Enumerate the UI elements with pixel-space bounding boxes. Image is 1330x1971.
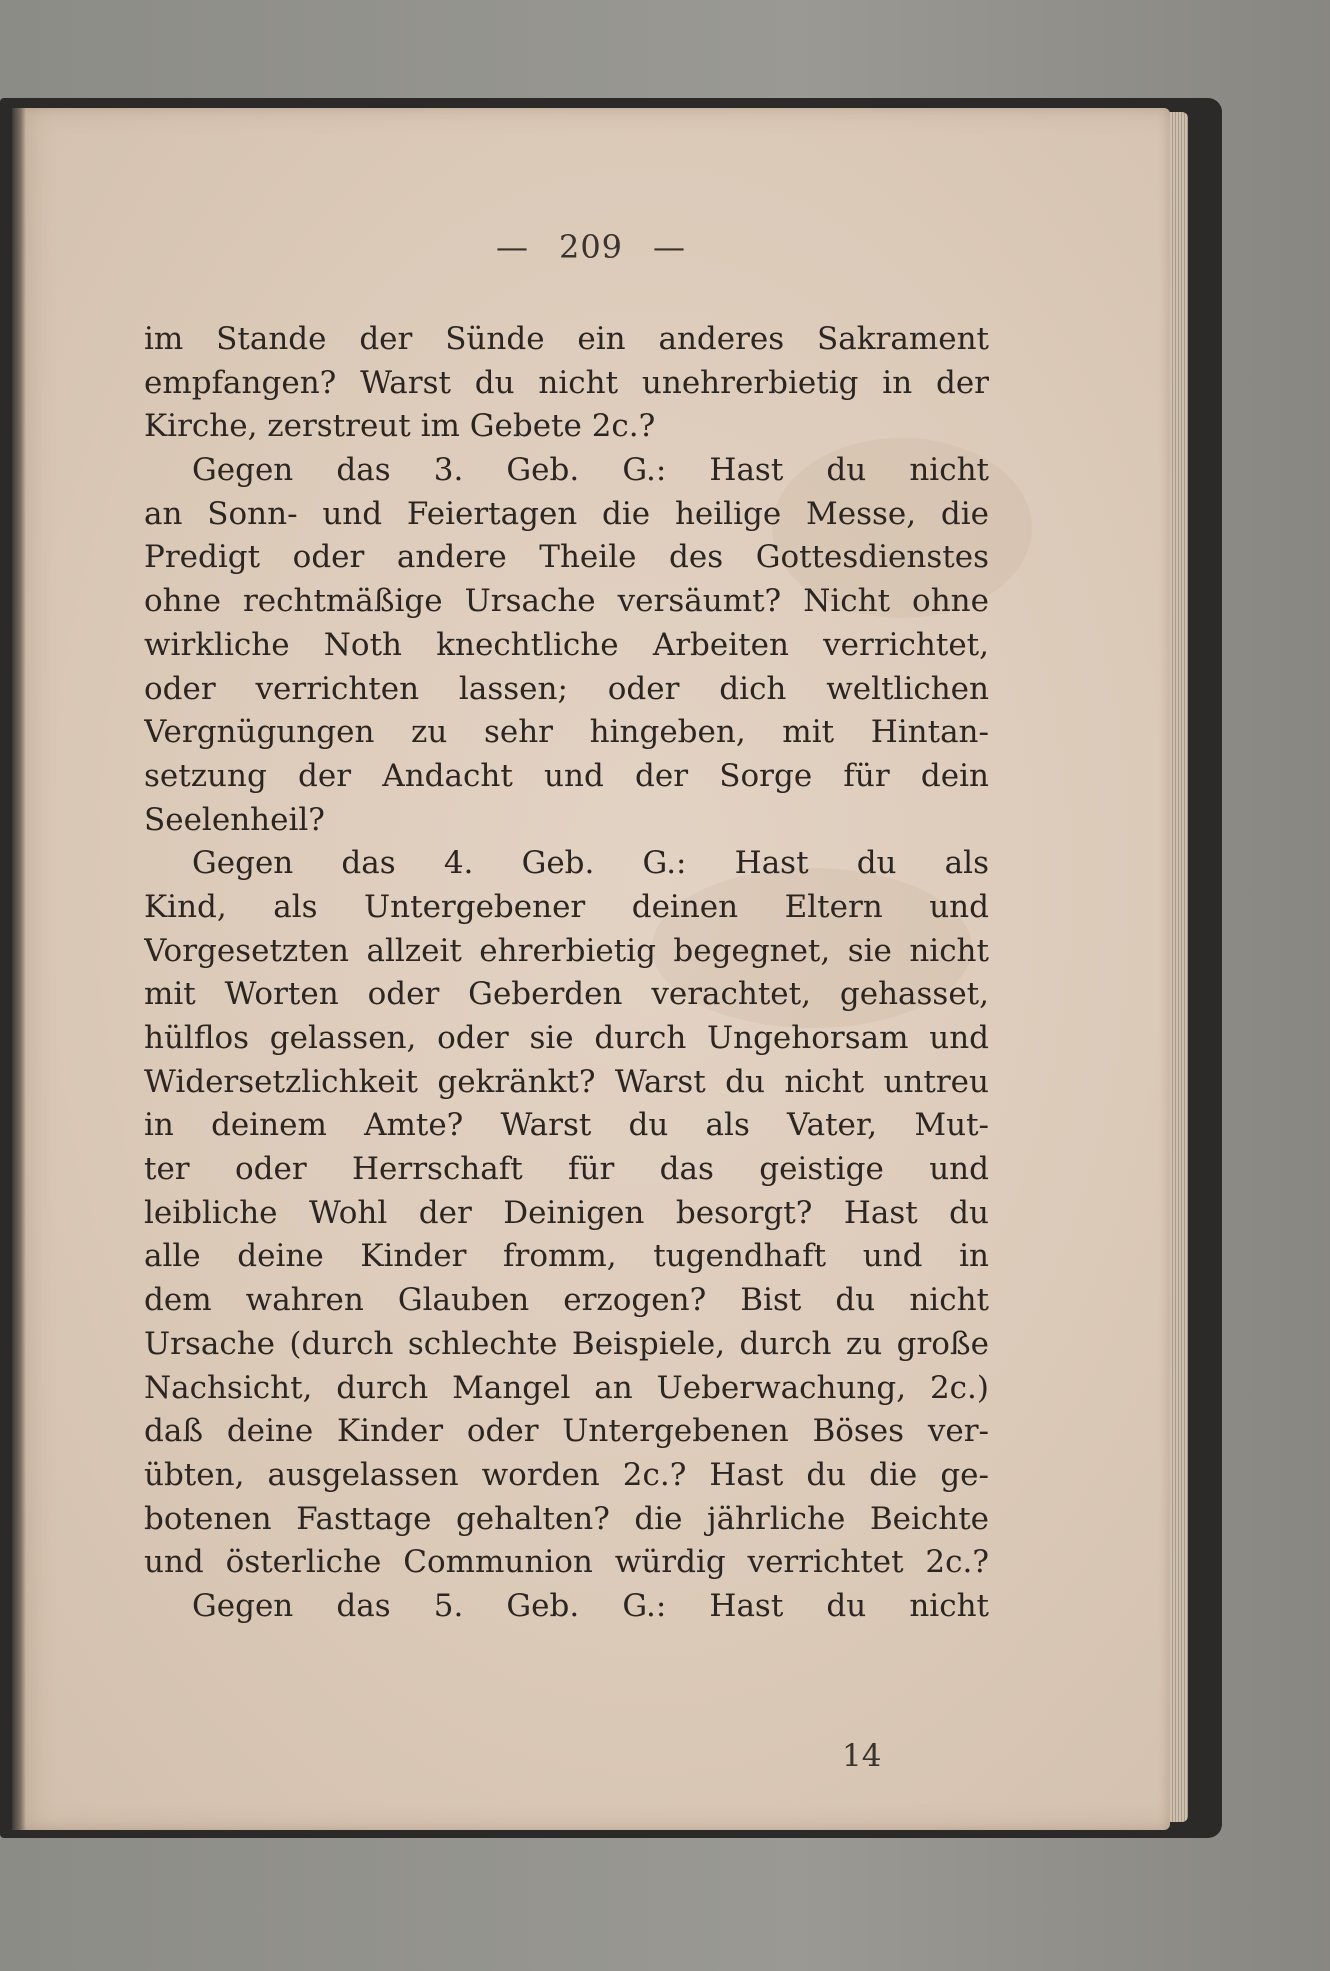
page-number: 209 [558,228,624,266]
text-line: übten, ausgelassen worden 2c.? Hast du die ge- [144,1456,989,1493]
text-line: Predigt oder andere Theile des Gottesdienstes [144,539,989,576]
text-line: Kirche, zerstreut im Gebete 2c.? [144,408,656,445]
text-line: Nachsicht, durch Mangel an Ueberwachung, 2c.) [144,1369,989,1406]
text-line: alle deine Kinder fromm, tugendhaft und in [144,1238,989,1275]
book-page [12,108,1170,1830]
text-line: setzung der Andacht und der Sorge für dein [144,757,989,794]
body-text [144,318,989,1629]
text-line: im Stande der Sünde ein anderes Sakrament [144,321,989,357]
running-head [12,228,1170,266]
text-line: Vorgesetzten allzeit ehrerbietig begegnet, sie nicht [144,932,989,969]
text-line: Ursache (durch schlechte Beispiele, durch zu große [144,1325,989,1362]
text-line: Kind, als Untergebener deinen Eltern und [144,888,989,925]
text-line: an Sonn- und Feiertagen die heilige Messe, die [144,495,989,532]
page-gutter [12,108,26,1830]
text-line: und österliche Communion würdig verrichtet 2c.? [144,1544,989,1581]
text-line: in deinem Amte? Warst du als Vater, Mut- [144,1107,989,1144]
signature-mark: 14 [842,1738,882,1774]
text-line: leibliche Wohl der Deinigen besorgt? Hast du [144,1194,989,1231]
text-line: botenen Fasttage gehalten? die jährliche Beichte [144,1500,989,1537]
text-line: wirkliche Noth knechtliche Arbeiten verrichtet, [144,626,989,663]
text-line: dem wahren Glauben erzogen? Bist du nicht [144,1282,989,1319]
running-head-dash-right: — [653,228,687,266]
text-line: empfangen? Warst du nicht unehrerbietig in der [144,364,989,401]
text-line: Widersetzlichkeit gekränkt? Warst du nicht untreu [144,1063,989,1100]
text-line: oder verrichten lassen; oder dich weltlichen [144,670,989,707]
text-line: hülflos gelassen, oder sie durch Ungehorsam und [144,1020,989,1056]
text-line: Vergnügungen zu sehr hingeben, mit Hintan- [144,714,989,751]
text-line: mit Worten oder Geberden verachtet, gehasset, [144,976,989,1013]
text-line: Seelenheil? [144,801,325,838]
text-line: Gegen das 5. Geb. G.: Hast du nicht [192,1587,989,1624]
running-head-dash-left: — [495,228,529,266]
text-line: Gegen das 4. Geb. G.: Hast du als [192,845,989,882]
text-line: ohne rechtmäßige Ursache versäumt? Nicht ohne [144,583,989,620]
text-line: daß deine Kinder oder Untergebenen Böses ver- [144,1413,989,1450]
text-line: Gegen das 3. Geb. G.: Hast du nicht [192,452,989,489]
text-line: ter oder Herrschaft für das geistige und [144,1151,989,1188]
